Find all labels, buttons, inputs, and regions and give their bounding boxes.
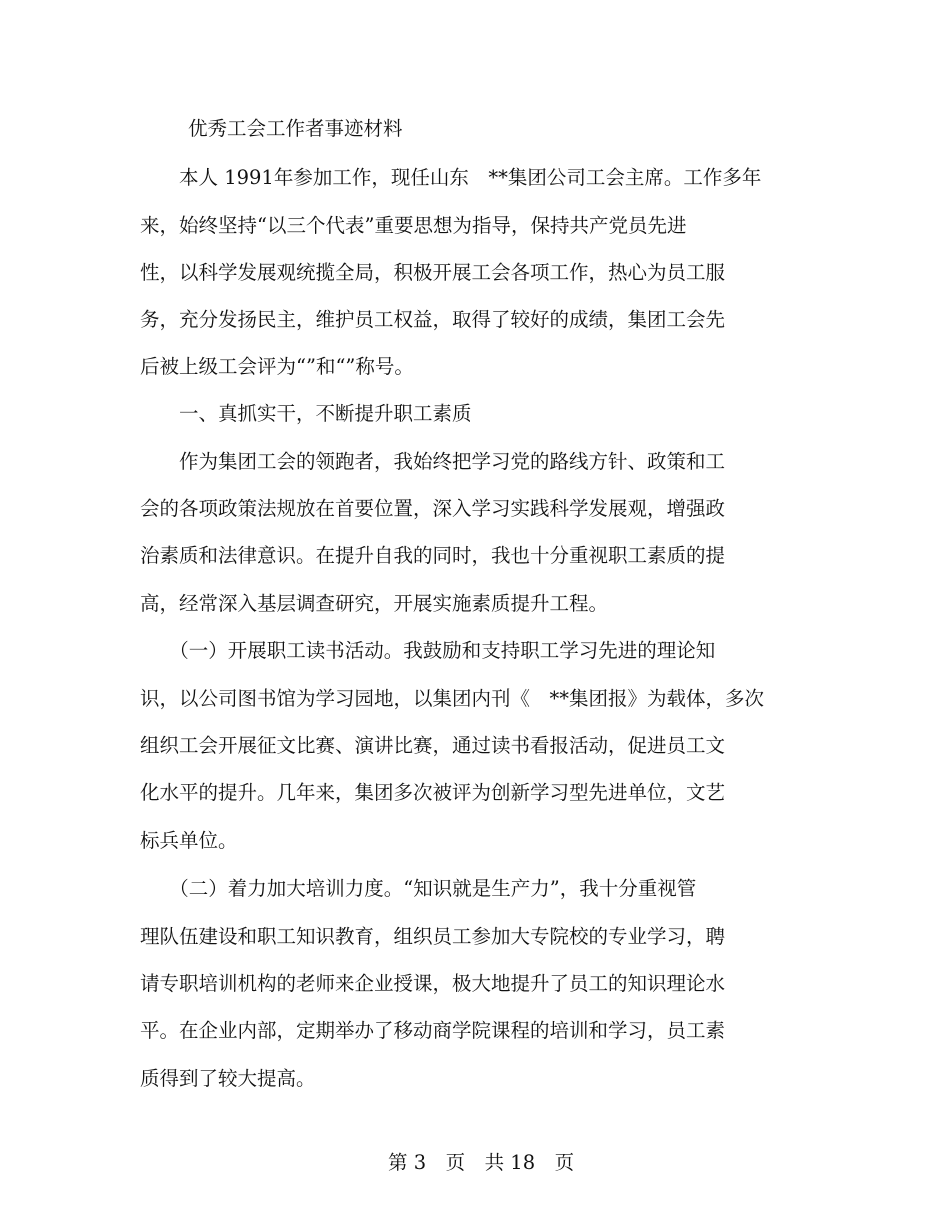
body-line: 后被上级工会评为“”和“”称号。 (140, 355, 414, 378)
body-line: 作为集团工会的领跑者，我始终把学习党的路线方针、政策和工 (140, 450, 726, 473)
body-line: 识，以公司图书馆为学习园地，以集团内刊《 **集团报》为载体，多次 (140, 687, 765, 710)
section-heading: 一、真抓实干，不断提升职工素质 (140, 402, 472, 425)
body-line: 性，以科学发展观统揽全局，积极开展工会各项工作，热心为员工服 (140, 261, 726, 284)
body-line: 治素质和法律意识。在提升自我的同时，我也十分重视职工素质的提 (140, 544, 726, 567)
body-line: （二）着力加大培训力度。“知识就是生产力”，我十分重视管 (140, 877, 697, 900)
body-line: 质得到了较大提高。 (140, 1067, 316, 1090)
body-line: 组织工会开展征文比赛、演讲比赛，通过读书看报活动，促进员工文 (140, 734, 726, 757)
body-line: 会的各项政策法规放在首要位置，深入学习实践科学发展观，增强政 (140, 497, 726, 520)
body-line: 理队伍建设和职工知识教育，组织员工参加大专院校的专业学习，聘 (140, 925, 726, 948)
body-line: 标兵单位。 (140, 829, 238, 852)
body-line: 务，充分发扬民主，维护员工权益，取得了较好的成绩，集团工会先 (140, 308, 726, 331)
body-line: 请专职培训机构的老师来企业授课，极大地提升了员工的知识理论水 (140, 972, 726, 995)
body-line: 平。在企业内部，定期举办了移动商学院课程的培训和学习，员工素 (140, 1019, 726, 1042)
page-footer: 第 3 页 共 18 页 (388, 1151, 575, 1174)
body-line: 高，经常深入基层调查研究，开展实施素质提升工程。 (140, 592, 609, 615)
body-line: 本人 1991年参加工作，现任山东 **集团公司工会主席。工作多年 (140, 166, 762, 189)
document-title: 优秀工会工作者事迹材料 (188, 117, 403, 140)
body-line: 来，始终坚持“以三个代表”重要思想为指导，保持共产党员先进 (140, 214, 687, 237)
body-line: （一）开展职工读书活动。我鼓励和支持职工学习先进的理论知 (140, 639, 716, 662)
body-line: 化水平的提升。几年来，集团多次被评为创新学习型先进单位，文艺 (140, 781, 726, 804)
